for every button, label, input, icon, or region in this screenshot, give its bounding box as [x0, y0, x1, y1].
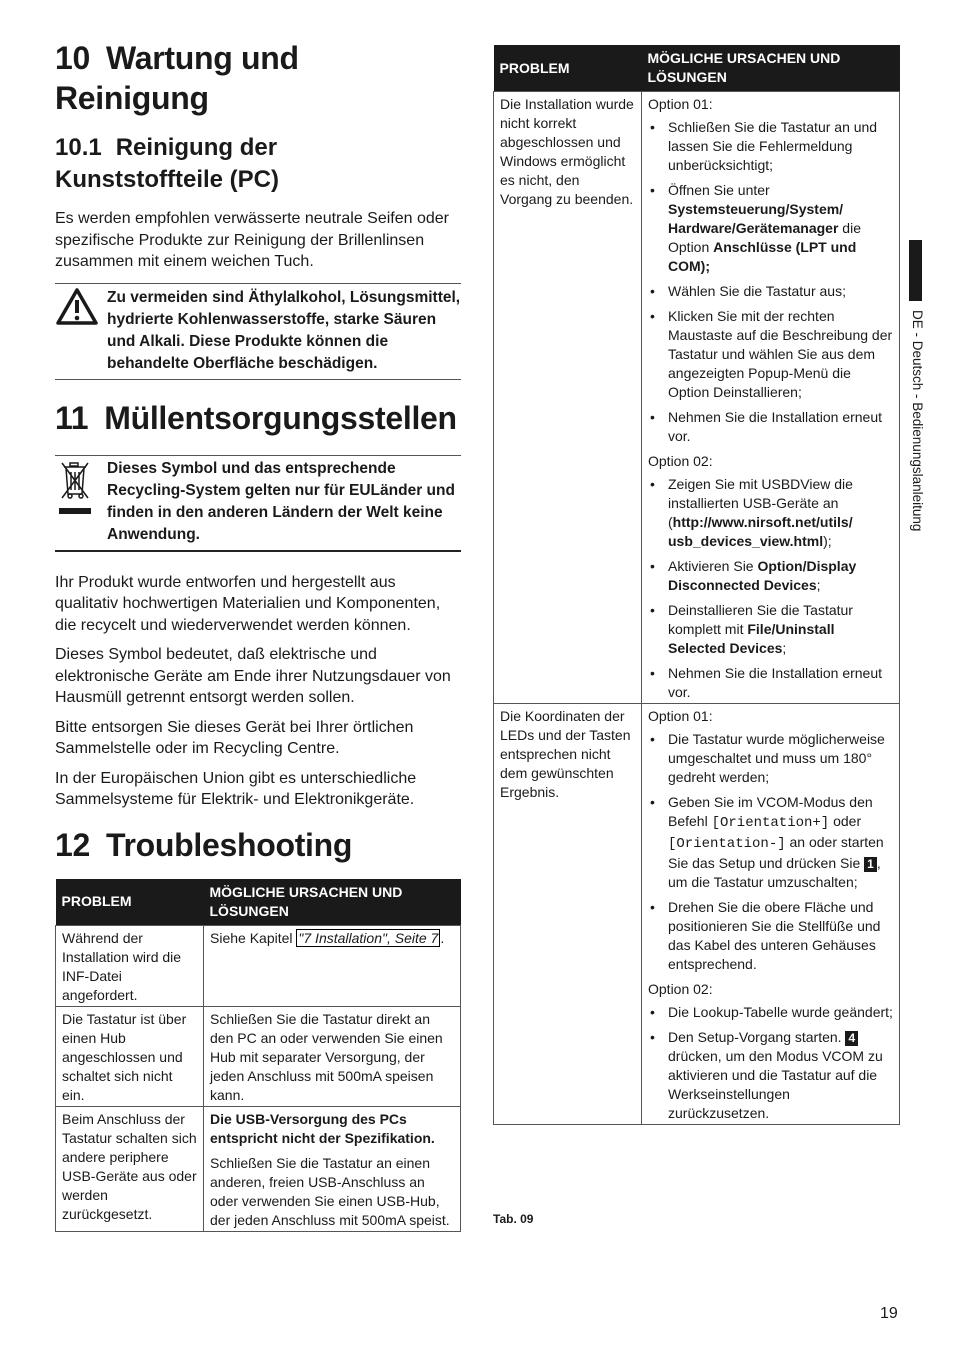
column-header-solutions: MÖGLICHE URSACHEN UND LÖSUNGEN: [204, 879, 461, 926]
left-column: [55, 38, 461, 1232]
right-column: [493, 45, 900, 1125]
cleaning-text: Es werden empfohlen verwässerte neutrale Seifen oder spezifische Produkte zur Reinigung der Brillenlinsen zusammen mit einem weichen Tuch.: [55, 210, 449, 270]
table-caption: Tab. 09: [493, 1212, 534, 1226]
warning-text: Zu vermeiden sind Äthylalkohol, Lösungsmittel, hydrierte Kohlenwasserstoffe, starke Säuren und Alkali. Diese Produkte können die behandelte Oberfläche beschädigen.: [107, 288, 461, 372]
bullet-list: [648, 475, 893, 702]
warning-box: [55, 283, 461, 380]
key-1-badge: 1: [864, 857, 877, 872]
solution-cell: Option 01: • Die Tastatur wurde möglicherweise umgeschaltet und muss um 180° gedreht werden; • Geben Sie im VCOM-Modus den Befehl [Orientation+] oder [Orientation-] an oder starten Sie das Setup und drücken Sie 1 , um die Tastatur umzuschalten; • Drehen Sie die obere Fläche und positionieren Sie die Stellfüße und das Kabel des unteren Gehäuses entsprechend. Option 02: • Die Lookup-Tabelle wurde geändert; • Den Setup-Vorgang starten. 4 drücken, um den Modus VCOM zu aktivieren und die Tastatur auf die Werkseinstellungen zurückzusetzen.: [642, 704, 900, 1125]
list-item: • Aktivieren Sie Option/Display Disconnected Devices;: [648, 557, 893, 595]
column-header-problem: PROBLEM: [56, 879, 204, 926]
section-10-heading: 10 Wartung und Reinigung: [55, 40, 299, 116]
side-language-label: DE - Deutsch - Bedienungslanleitung: [910, 310, 925, 532]
list-item: • Deinstallieren Sie die Tastatur komplett mit File/Uninstall Selected Devices;: [648, 601, 893, 658]
weee-notice-box: [55, 455, 461, 552]
bullet-list: [648, 1003, 893, 1123]
list-item: • Die Lookup-Tabelle wurde geändert;: [648, 1003, 893, 1022]
side-tab-marker: [909, 240, 922, 301]
problem-cell: Während der Installation wird die INF-Datei angefordert.: [56, 925, 204, 1006]
problem-cell: Die Tastatur ist über einen Hub angeschlossen und schaltet sich nicht ein.: [56, 1006, 204, 1106]
column-header-solutions: MÖGLICHE URSACHEN UND LÖSUNGEN: [642, 45, 900, 92]
page-number: 19: [880, 1305, 898, 1322]
solution-cell: Option 01: • Schließen Sie die Tastatur an und lassen Sie die Fehlermeldung unberücksichtigt; • Öffnen Sie unter Systemsteuerung/System/ Hardware/Gerätemanager die Option Anschlüsse (LPT und COM); • Wählen Sie die Tastatur aus; • Klicken Sie mit der rechten Maustaste auf die Beschreibung der Tastatur und wählen Sie aus dem angezeigten Popup-Menü die Option Deinstallieren; • Nehmen Sie die Installation erneut vor. Option 02: • Zeigen Sie mit USBDView die installierten USB-Geräte an (http://www.nirsoft.net/utils/ usb_devices_view.html); • Aktivieren Sie Option/Display Disconnected Devices; • Deinstallieren Sie die Tastatur komplett mit File/Uninstall Selected Devices; • Nehmen Sie die Installation erneut vor.: [642, 92, 900, 704]
table-row: [56, 1106, 461, 1231]
chapter-link[interactable]: "7 Installation", Seite 7: [298, 929, 439, 946]
weee-notice-text: Dieses Symbol und das entsprechende Recycling-System gelten nur für EULänder und finden in den anderen Ländern der Welt keine Anwendung.: [107, 459, 455, 543]
list-item: • Den Setup-Vorgang starten. 4 drücken, um den Modus VCOM zu aktivieren und die Tastatur auf die Werkseinstellungen zurückzusetzen.: [648, 1028, 893, 1123]
table-header-row: [56, 879, 461, 926]
list-item: • Drehen Sie die obere Fläche und positionieren Sie die Stellfüße und das Kabel des unteren Gehäuses entsprechend.: [648, 898, 893, 974]
disposal-paragraph: Bitte entsorgen Sie dieses Gerät bei Ihrer örtlichen Sammelstelle oder im Recycling Centre.: [55, 718, 414, 757]
disposal-paragraph: Dieses Symbol bedeutet, daß elektrische und elektronische Geräte am Ende ihrer Nutzungsdauer von Hausmüll getrennt entsorgt werden sollen.: [55, 646, 451, 706]
table-row: [494, 704, 900, 1125]
solution-cell: Siehe Kapitel "7 Installation", Seite 7 .: [204, 925, 461, 1006]
table-row: [56, 1006, 461, 1106]
list-item: • Nehmen Sie die Installation erneut vor.: [648, 664, 893, 702]
table-header-row: [494, 45, 900, 92]
list-item: • Zeigen Sie mit USBDView die installierten USB-Geräte an (http://www.nirsoft.net/utils/ usb_devices_view.html);: [648, 475, 893, 551]
list-item: • Wählen Sie die Tastatur aus;: [648, 282, 893, 301]
section-10-1-heading: 10.1 Reinigung der Kunststoffteile (PC): [55, 134, 279, 193]
table-row: [56, 925, 461, 1006]
problem-cell: Die Installation wurde nicht korrekt abgeschlossen und Windows ermöglicht es nicht, den Vorgang zu beenden.: [494, 92, 642, 704]
list-item: • Schließen Sie die Tastatur an und lassen Sie die Fehlermeldung unberücksichtigt;: [648, 118, 893, 175]
crossed-bin-icon: [55, 458, 107, 546]
warning-triangle-icon: [55, 287, 107, 375]
disposal-paragraph: Ihr Produkt wurde entworfen und hergestellt aus qualitativ hochwertigen Materialien und Komponenten, die recycelt und wiederverwendet werden können.: [55, 573, 441, 634]
bullet-list: [648, 118, 893, 446]
list-item: • Klicken Sie mit der rechten Maustaste auf die Beschreibung der Tastatur und wählen Sie aus dem angezeigten Popup-Menü die Option Deinstallieren;: [648, 307, 893, 402]
section-12-heading: 12 Troubleshooting: [55, 826, 353, 863]
list-item: • Die Tastatur wurde möglicherweise umgeschaltet und muss um 180° gedreht werden;: [648, 730, 893, 787]
key-4-badge: 4: [845, 1031, 858, 1046]
problem-cell: Beim Anschluss der Tastatur schalten sich andere periphere USB-Geräte aus oder werden zurückgesetzt.: [56, 1106, 204, 1231]
section-11-heading: 11 Müllentsorgungsstellen: [55, 399, 457, 436]
column-header-problem: PROBLEM: [494, 45, 642, 92]
disposal-paragraph: In der Europäischen Union gibt es unterschiedliche Sammelsysteme für Elektrik- und Elektronikgeräte.: [55, 769, 417, 808]
table-row: [494, 92, 900, 704]
bullet-list: [648, 730, 893, 974]
solution-cell: Die USB-Versorgung des PCs entspricht nicht der Spezifikation. Schließen Sie die Tastatur an einen anderen, freien USB-Anschluss an oder verwenden Sie einen USB-Hub, der jeden Anschluss mit 500mA speist.: [204, 1106, 461, 1231]
list-item: • Öffnen Sie unter Systemsteuerung/System/ Hardware/Gerätemanager die Option Anschlüsse (LPT und COM);: [648, 181, 893, 276]
list-item: • Nehmen Sie die Installation erneut vor.: [648, 408, 893, 446]
troubleshooting-table-left: [55, 879, 461, 1232]
list-item: • Geben Sie im VCOM-Modus den Befehl [Orientation+] oder [Orientation-] an oder starten Sie das Setup und drücken Sie 1 , um die Tastatur umzuschalten;: [648, 793, 893, 892]
problem-cell: Die Koordinaten der LEDs und der Tasten entsprechen nicht dem gewünschten Ergebnis.: [494, 704, 642, 1125]
troubleshooting-table-right: [493, 45, 900, 1125]
solution-cell: Schließen Sie die Tastatur direkt an den PC an oder verwenden Sie einen Hub mit separater Versorgung, der jeden Anschluss mit 500mA speisen kann.: [204, 1006, 461, 1106]
